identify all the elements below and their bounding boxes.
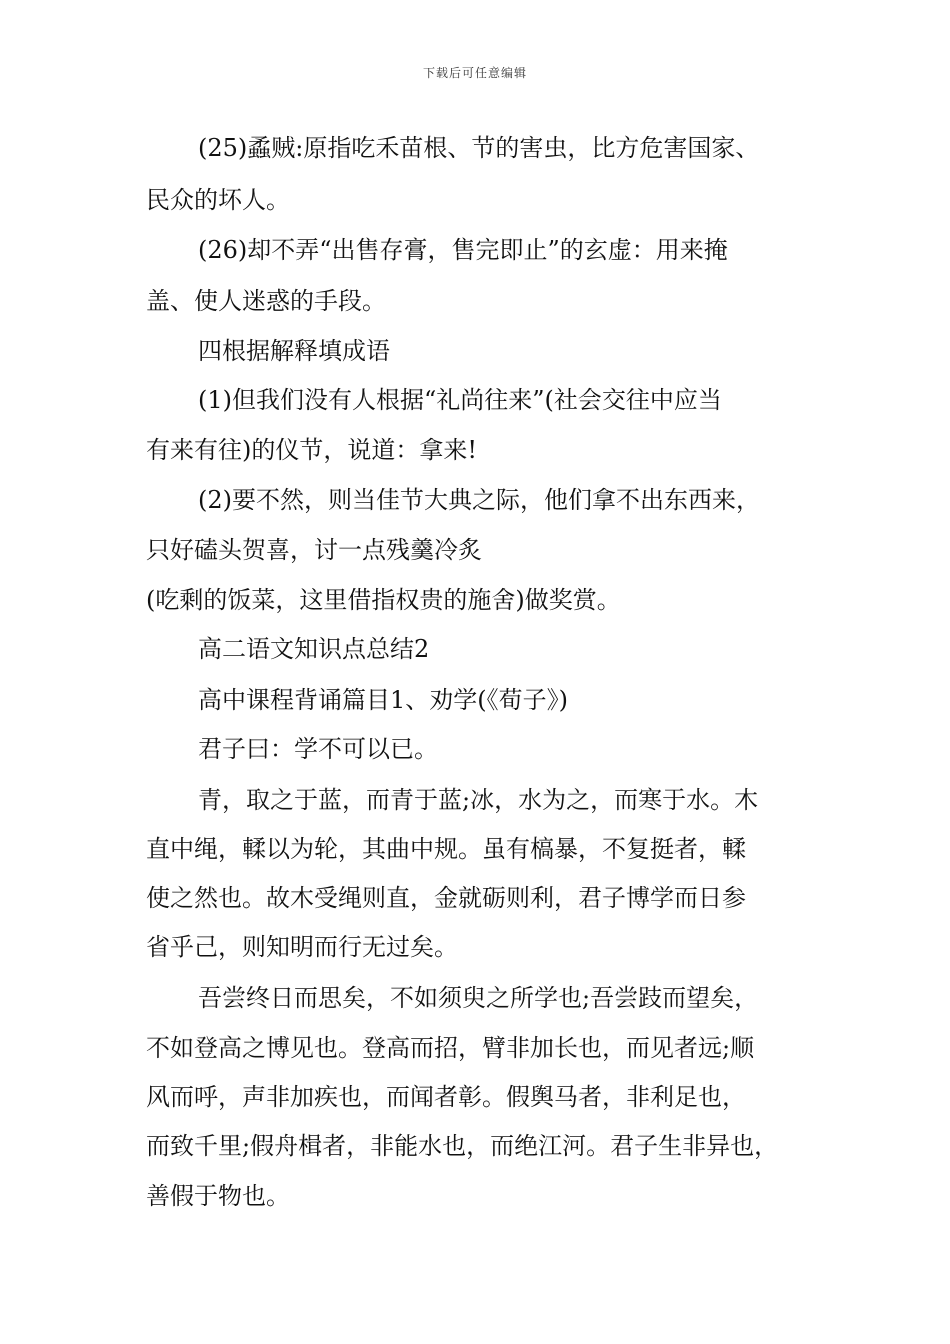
paragraph-line: 直中绳，輮以为轮，其曲中规。虽有槁暴，不复挺者，輮 <box>146 835 746 863</box>
paragraph-line: 省乎己，则知明而行无过矣。 <box>146 933 458 961</box>
paragraph-line: 而致千里;假舟楫者，非能水也，而绝江河。君子生非异也， <box>146 1132 779 1160</box>
paragraph-line: 不如登高之博见也。登高而招，臂非加长也，而见者远;顺 <box>146 1034 755 1062</box>
page-header: 下载后可任意编辑 <box>422 66 527 80</box>
section-heading: 高中课程背诵篇目1、劝学(《荀子》) <box>198 686 568 714</box>
paragraph-line: 吾尝终日而思矣，不如须臾之所学也;吾尝跂而望矣， <box>198 984 759 1012</box>
paragraph-line: (2)要不然，则当佳节大典之际，他们拿不出东西来， <box>198 486 760 514</box>
paragraph-line: 有来有往)的仪节，说道：拿来! <box>146 436 478 464</box>
paragraph-line: 民众的坏人。 <box>146 186 290 214</box>
paragraph-line: 君子曰：学不可以已。 <box>198 735 438 763</box>
paragraph-line: 青，取之于蓝，而青于蓝;冰，水为之，而寒于水。木 <box>198 786 759 814</box>
paragraph-line: (26)却不弄“出售存膏，售完即止”的玄虚：用来掩 <box>198 236 728 264</box>
section-heading: 高二语文知识点总结2 <box>198 635 430 663</box>
paragraph-line: (1)但我们没有人根据“礼尚往来”(社会交往中应当 <box>198 386 722 414</box>
paragraph-line: (25)蟊贼:原指吃禾苗根、节的害虫，比方危害国家、 <box>198 134 760 162</box>
paragraph-line: 使之然也。故木受绳则直，金就砺则利，君子博学而日参 <box>146 884 746 912</box>
paragraph-line: 善假于物也。 <box>146 1182 290 1210</box>
section-heading: 四根据解释填成语 <box>198 337 390 365</box>
paragraph-line: 只好磕头贺喜，讨一点残羹冷炙 <box>146 536 482 564</box>
paragraph-line: (吃剩的饭菜，这里借指权贵的施舍)做奖赏。 <box>146 586 621 614</box>
paragraph-line: 盖、使人迷惑的手段。 <box>146 287 386 315</box>
paragraph-line: 风而呼，声非加疾也，而闻者彰。假舆马者，非利足也， <box>146 1083 746 1111</box>
